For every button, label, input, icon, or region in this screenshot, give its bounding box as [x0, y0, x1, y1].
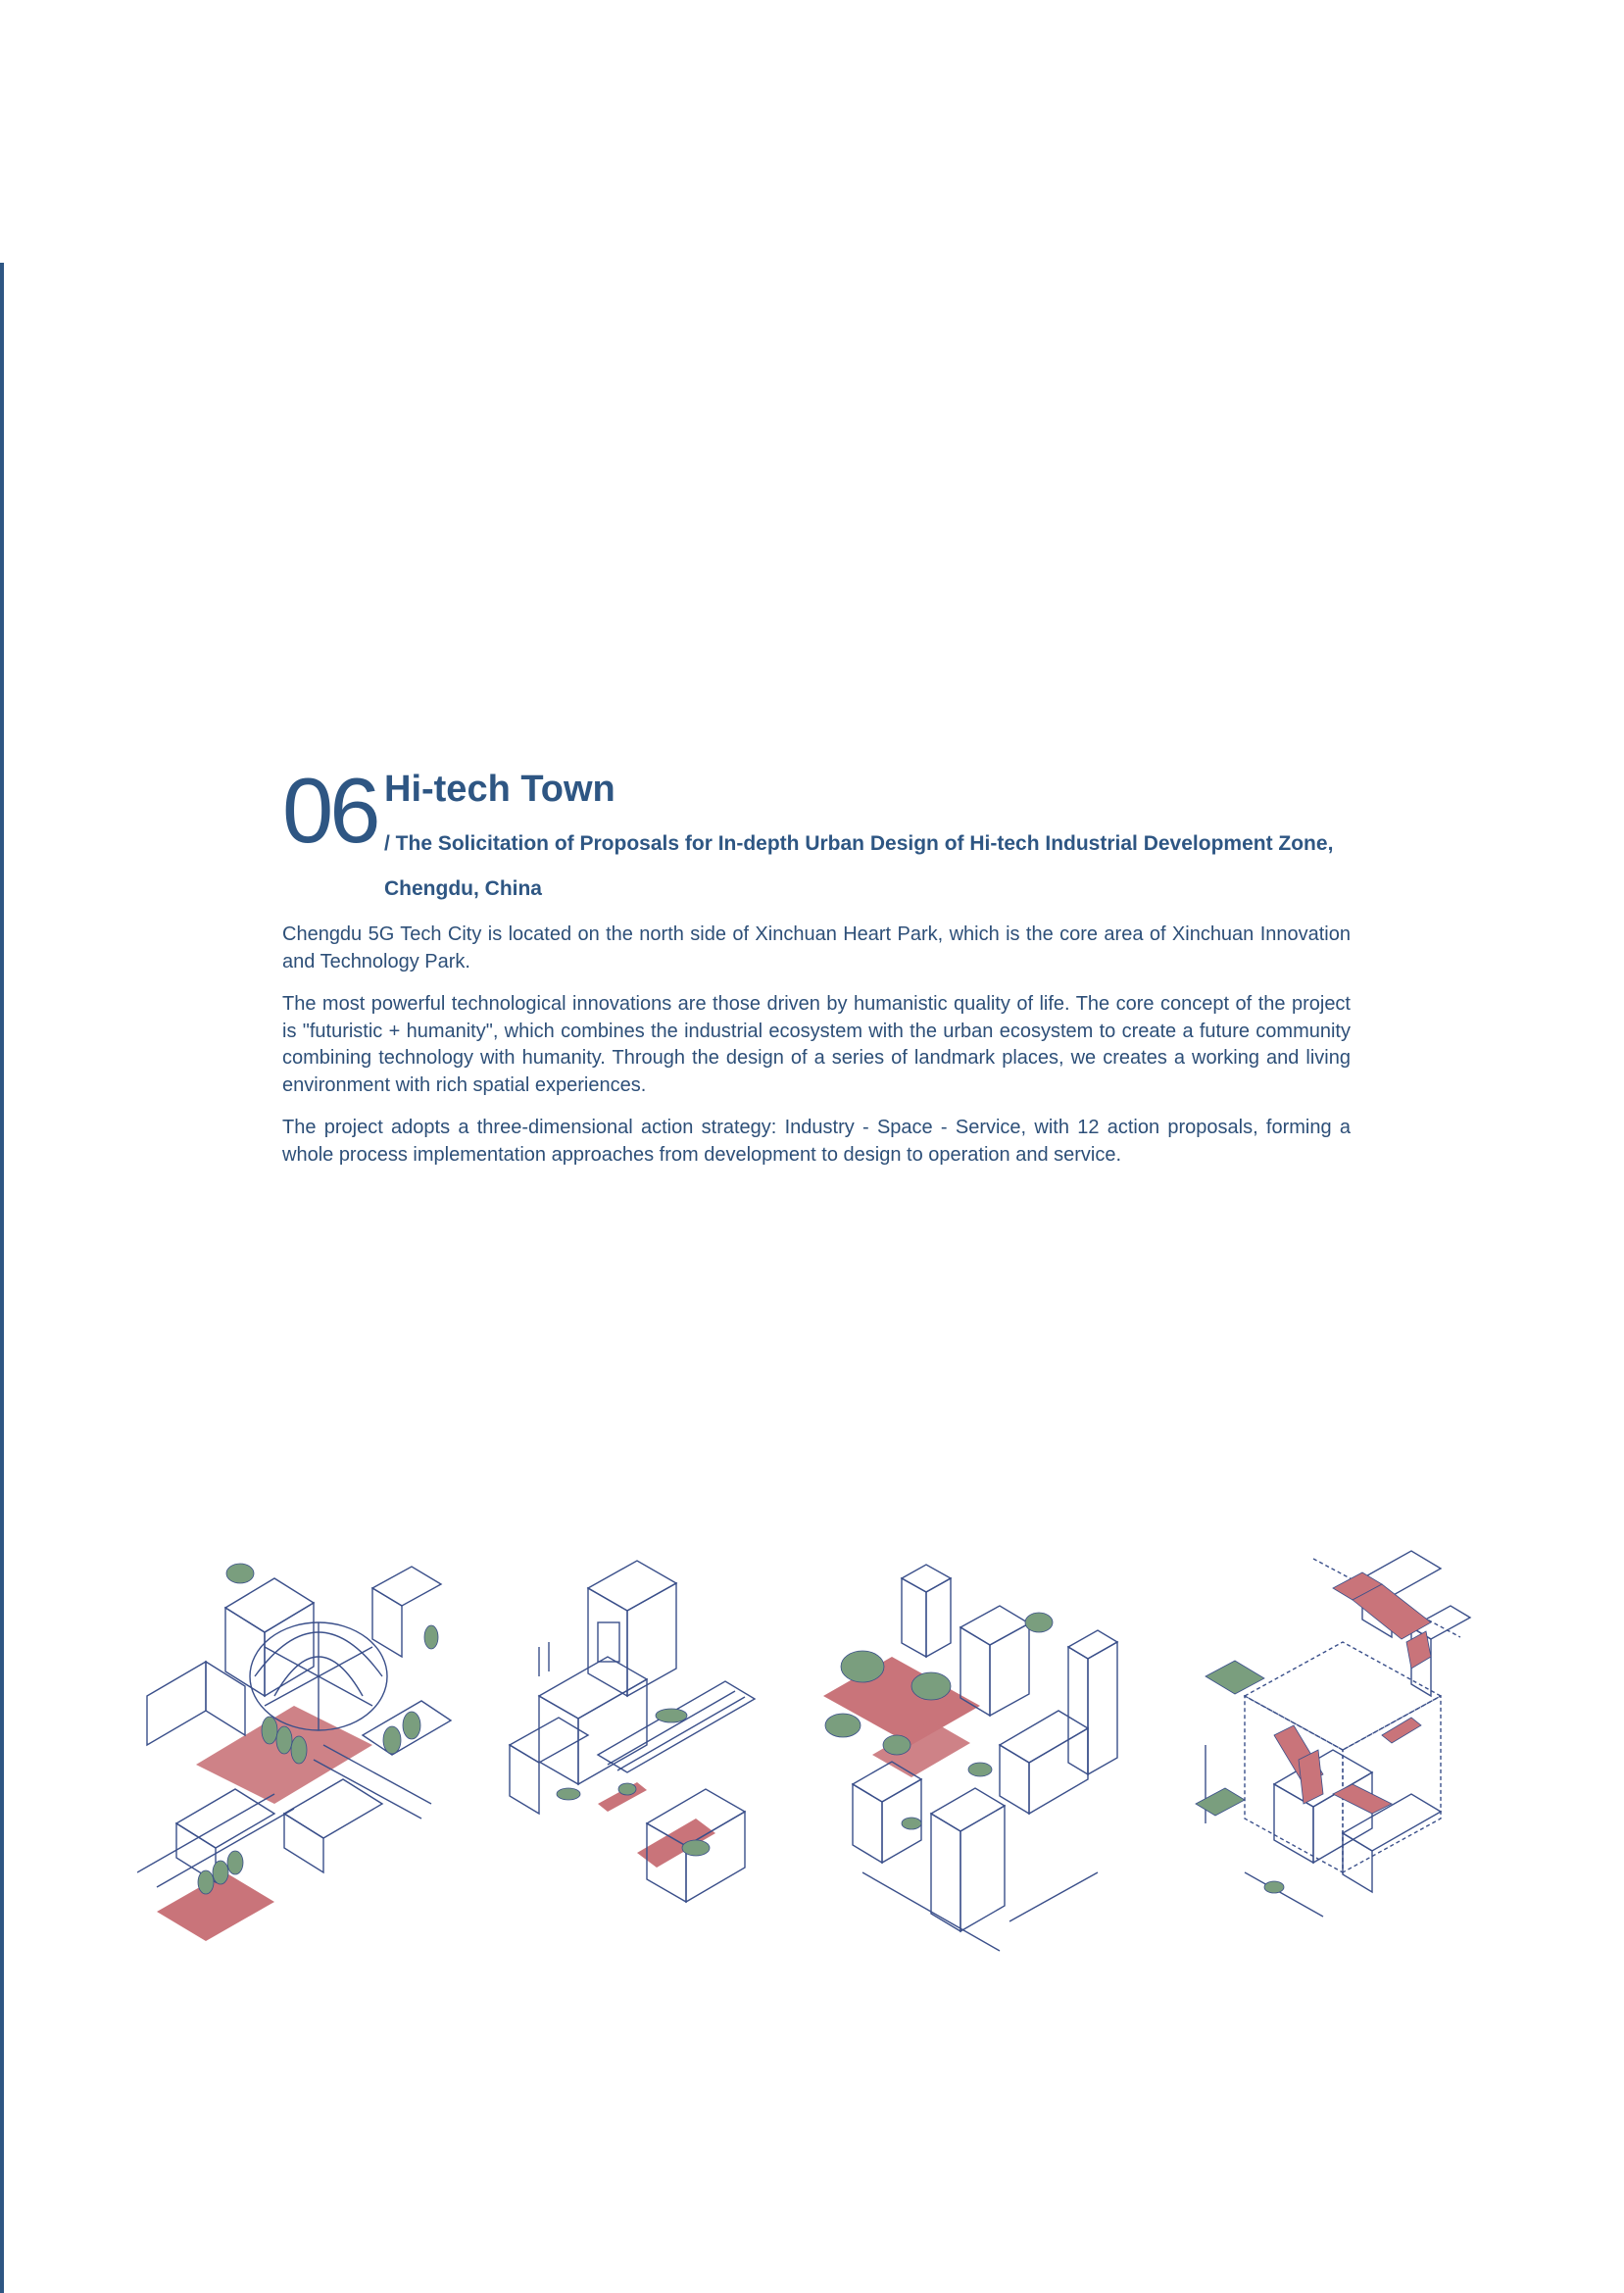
- project-subtitle: / The Solicitation of Proposals for In-depth Urban Design of Hi-tech Industrial Development Zone, Chengdu, China: [384, 832, 1334, 900]
- paragraph-strategy: The project adopts a three-dimensional action strategy: Industry - Space - Service, with 12 action proposals, forming a whole process implementation approaches from development to design to operation and service.: [282, 1117, 1351, 1166]
- isometric-drawings-row: [137, 1549, 1490, 1961]
- isometric-corridor-building-drawing: [500, 1549, 774, 1961]
- left-margin-rule: [0, 263, 4, 2293]
- project-title: Hi-tech Town: [384, 769, 615, 810]
- paragraph-concept: The most powerful technological innovations are those driven by humanistic quality of life. The core concept of the project is "futuristic + humanity", which combines the industrial ecosystem with the urban ecosystem to create a future community combining technology with humanity. Through the design of a series of landmark places, we creates a working and living environment with rich spatial experiences.: [282, 993, 1351, 1096]
- chapter-number: 06: [282, 759, 377, 862]
- isometric-dome-plaza-drawing: [137, 1549, 470, 1961]
- project-description: [282, 922, 1351, 1184]
- paragraph-location: Chengdu 5G Tech City is located on the north side of Xinchuan Heart Park, which is the core area of Xinchuan Innovation and Technology Park.: [282, 923, 1351, 972]
- isometric-elevated-walkway-drawing: [1186, 1549, 1490, 1961]
- isometric-tower-cluster-drawing: [804, 1549, 1156, 1961]
